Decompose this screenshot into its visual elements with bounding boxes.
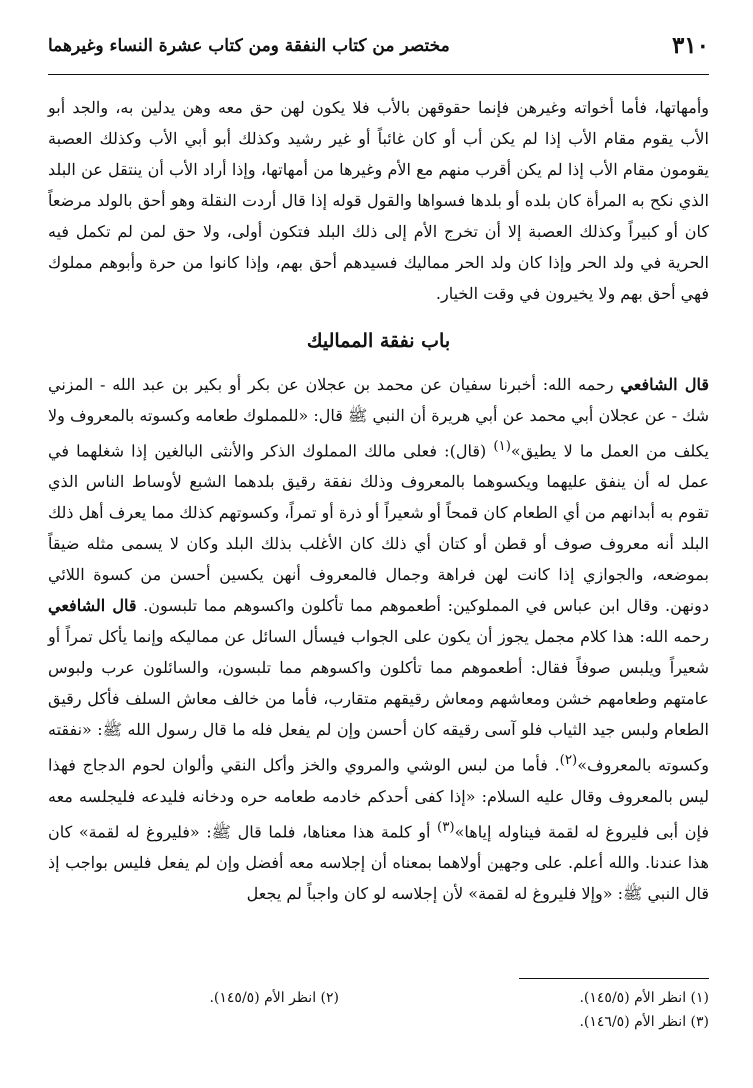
speaker-label-2: قال الشافعي	[48, 596, 137, 616]
footnote-row-1	[48, 986, 709, 1010]
footnote-ref-2: (٢)	[559, 753, 578, 769]
main-text	[48, 92, 709, 909]
footnotes	[48, 986, 709, 1034]
footnote-ref-3: (٣)	[437, 819, 455, 835]
page-header	[48, 30, 709, 70]
footnote-2: (٢) انظر الأم (١٤٥/٥).	[209, 990, 339, 1006]
section-heading: باب نفقة المماليك	[306, 330, 451, 352]
footnote-rule	[519, 978, 709, 979]
paragraph-1: وأمهاتها، فأما أخواته وغيرهن فإنما حقوقهن بالأب فلا يكون لهن حق معه وهن يدلين به، والجد أبو الأب يقوم مقام الأب إذا لم يكن أب أو كان غائباً أو غير رشيد وكذلك أبو أبي الأب وكذلك العصبة يقومون مقام الأب إذا لم يكن أقرب منهم مع الأم وغيرها من أمهاتها، وإذا أراد الأب أن ينتقل عن البلد الذي نكح به المرأة كان بلده أو بلدها فسواها والقول قوله إذا قال أردت النقلة وهو أحق بالولد مرضعاً كان أو كبيراً وكذلك العصبة إلا أن تخرج الأم إلى ذلك البلد فتكون أولى، ولا حق لمن لم تكمل فيه الحرية في ولد الحر وإذا كان ولد الحر مماليك فسيدهم أحق بهم، وإذا كانوا من حرة وأبوهم مملوك فهي أحق بهم ولا يخيرون في وقت الخيار.	[48, 98, 710, 303]
footnote-ref-1: (١)	[493, 439, 511, 454]
footnote-1: (١) انظر الأم (١٤٥/٥).	[579, 990, 709, 1006]
footnote-3: (٣) انظر الأم (١٤٦/٥).	[579, 1014, 709, 1030]
header-rule	[48, 74, 709, 75]
paragraph-2-part-a: رحمه الله: أخبرنا سفيان عن محمد بن عجلان عن بكر أو بكير بن عبد الله - المزني شك - عن عجلان أبي محمد عن أبي هريرة أن النبي ﷺ قال: «للمملوك طعامه وكسوته بالمعروف ولا يكلف من العمل ما لا يطيق»	[48, 375, 709, 461]
paragraph-2-part-d: . فأما من لبس الوشي والمروي والخز وأكل النقي وألوان لحوم الدجاج فهذا ليس بالمعروف وقال عليه السلام: «إذا كفى أحدكم خادمه طعامه حره ودخانه فليدعه فليجلسه معه فإن أبى فليروغ له لقمة فيناوله إياها»	[48, 755, 709, 841]
page-number: ٣١٠	[671, 32, 709, 59]
paragraph-2-part-e: أو كلمة هذا معناها، فلما قال ﷺ: «فليروغ له لقمة» كان هذا عندنا. والله أعلم. على وجهين أولاهما بمعناه أن إجلاسه معه أفضل وإن لم يفعل فليس بواجب إذ قال النبي ﷺ: «وإلا فليروغ له لقمة» لأن إجلاسه لو كان واجباً لم يجعل	[48, 821, 709, 903]
paragraph-2-part-c: رحمه الله: هذا كلام مجمل يجوز أن يكون على الجواب فيسأل السائل عن مماليكه وإنما يأكل تمراً أو شعيراً ويلبس صوفاً فقال: أطعموهم مما تأكلون واكسوهم مما تلبسون، والسائلون عرب ولبوس عامتهم وطعامهم خشن ومعاشهم ومعاش رقيقهم متقارب، فأما من خالف معاش السلف فأكل رقيق الطعام ولبس جيد الثياب فلو آسى رقيقه كان أحسن وإن لم يفعل فله ما قال رسول الله ﷺ: «نفقته وكسوته بالمعروف»	[48, 627, 709, 775]
paragraph-2-part-b: (قال): فعلى مالك المملوك الذكر والأنثى البالغين إذا شغلهما في عمل له أن ينفق عليهما ويكسوهما بالمعروف وذلك نفقة رقيق بلدهما الشبع لأوساط الناس الذي تقوم به أبدانهم من أي الطعام كان قمحاً أو شعيراً أو ذرة أو تمراً، وكسوتهم كذلك مما يعرف أهل ذلك البلد أنه معروف صوف أو قطن أو كتان أي ذلك كان الأغلب بذلك البلد وكان لا يسمى مثله ضيقاً بموضعه، والجوازي إذا كانت لهن فراهة وجمال فالمعروف أنهن يكسين أحسن من كسوة اللائي دونهن. وقال ابن عباس في المملوكين: أطعموهم مما تأكلون واكسوهم مما تلبسون.	[48, 441, 710, 616]
footnote-row-2	[48, 1010, 709, 1034]
paragraph-2	[48, 369, 709, 909]
speaker-label: قال الشافعي	[620, 375, 710, 394]
running-title: مختصر من كتاب النفقة ومن كتاب عشرة النساء وغيرهما	[48, 36, 450, 56]
